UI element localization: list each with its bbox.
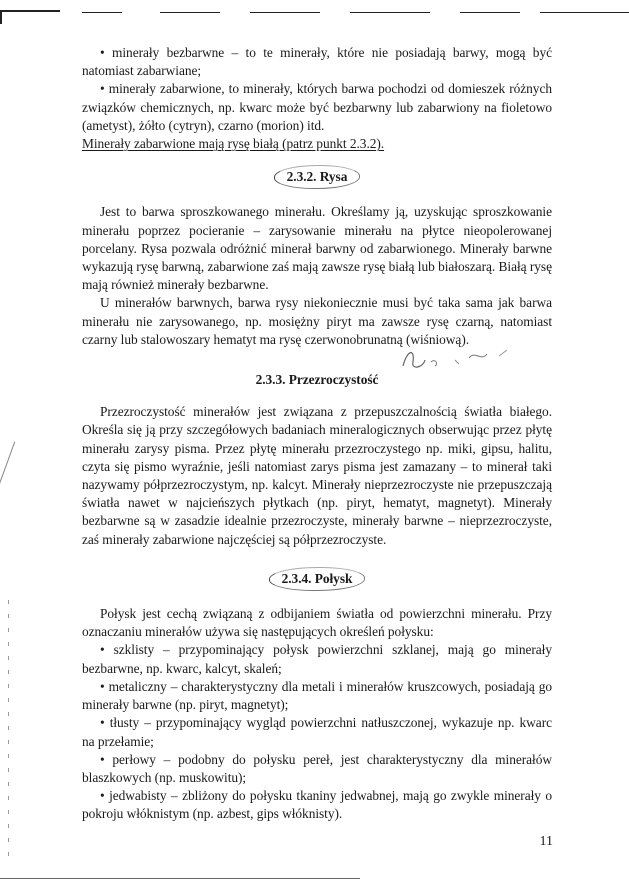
- top-scan-line-2: [82, 12, 122, 13]
- polysk-intro: Połysk jest cechą związaną z odbijaniem światła od powierzchni minerału. Przy oznaczaniu minerałów używa się następujących określeń połysku:: [82, 606, 552, 640]
- top-scan-line-6: [460, 12, 520, 13]
- page-number: 11: [539, 834, 553, 849]
- bullet-minerals-colorless: • minerały bezbarwne – to te minerały, które nie posiadają barwy, mogą być natomiast zabarwiane;: [82, 45, 552, 79]
- top-scan-line-4: [250, 12, 320, 13]
- przezroczystosc-paragraph: Przezroczystość minerałów jest związana z przepuszczalnością światła białego. Określa się ją przy szczegółowych badaniach mineralogicznych obserwując przez płytę minerału zarysy pisma. Przez płytę minerału przezroczystego np. miki, gipsu, halitu, czyta się pismo wyraźnie, jeśli natomiast zarys pisma jest zamazany – to minerał taki nazywamy półprzezroczystym, np. kalcyt. Minerały nieprzezroczyste nie przepuszczają światła nawet w najcieńszych płytkach (np. piryt, hematyt, magnetyt). Minerały bezbarwne są w zasadzie idealnie przezroczyste, minerały barwne – nieprzezroczyste, zaś minerały zabarwione najczęściej są półprzezroczyste.: [82, 404, 552, 547]
- left-margin-line: [0, 442, 15, 499]
- section-heading-polysk: [82, 567, 552, 591]
- polysk-item-perlowy: • perłowy – podobny do połysku pereł, jest charakterystyczny dla minerałów blaszkowych (np. muskowitu);: [82, 751, 552, 785]
- top-scan-line-3: [160, 12, 220, 13]
- top-scan-line-1: [0, 10, 60, 12]
- polysk-item-tlusty: • tłusty – przypominający wygląd powierzchni natłuszczonej, wykazuje np. kwarc na przełamie;: [82, 715, 552, 749]
- rysa-paragraph-1: Jest to barwa sproszkowanego minerału. Określamy ją, uzyskując sproszkowanie minerału poprzez pocieranie – zarysowanie minerału na płytce nieopolerowanej porcelany. Rysa pozwala odróżnić minerał barwny od zabarwionego. Minerały barwne wykazują rysę barwną, zabarwione zaś mają zawsze rysę białą lub białoszarą. Białą rysę mają również minerały bezbarwne.: [82, 204, 552, 293]
- polysk-item-metaliczny: • metaliczny – charakterystyczny dla metali i minerałów kruszcowych, posiadają go minerały barwne (np. piryt, magnetyt);: [82, 678, 552, 713]
- bottom-scan-line: [0, 878, 360, 879]
- pencil-scribble: [395, 340, 515, 374]
- heading-rysa-text: 2.3.2. Rysa: [274, 165, 361, 189]
- note-tinted-streak: [82, 135, 552, 153]
- left-scan-tick: [0, 10, 2, 24]
- section-heading-rysa: [82, 165, 552, 189]
- left-margin-dots: [8, 600, 9, 860]
- top-scan-line-7: [540, 12, 629, 13]
- underlined-note: Minerały zabarwione mają rysę białą (patrz punkt 2.3.2).: [82, 136, 385, 152]
- heading-polysk-text: 2.3.4. Połysk: [269, 567, 366, 591]
- polysk-item-szklisty: • szklisty – przypominający połysk powierzchni szklanej, mają go minerały bezbarwne, np. kwarc, kalcyt, skaleń;: [82, 642, 552, 676]
- top-scan-line-5: [350, 12, 430, 13]
- bullet-minerals-tinted: • minerały zabarwione, to minerały, których barwa pochodzi od domieszek różnych związków chemicznych, np. kwarc może być bezbarwny lub zabarwiony na fioletowo (ametyst), żółto (cytryn), czarno (morion) itd.: [82, 81, 552, 133]
- rysa-paragraph-2: U minerałów barwnych, barwa rysy niekoniecznie musi być taka sama jak barwa minerału nie zarysowanego, np. mosiężny piryt ma zawsze rysę czarną, natomiast czarny lub stalowoszary hematyt ma rysę czerwonobrunatną (wiśniową).: [82, 295, 552, 347]
- heading-przezroczystosc-text: 2.3.3. Przezroczystość: [255, 372, 379, 388]
- polysk-item-jedwabisty: • jedwabisty – zbliżony do połysku tkaniny jedwabnej, mają go zwykle minerały o pokroju włóknistym (np. azbest, gips włóknisty).: [82, 788, 552, 822]
- page-text-body: [82, 44, 552, 824]
